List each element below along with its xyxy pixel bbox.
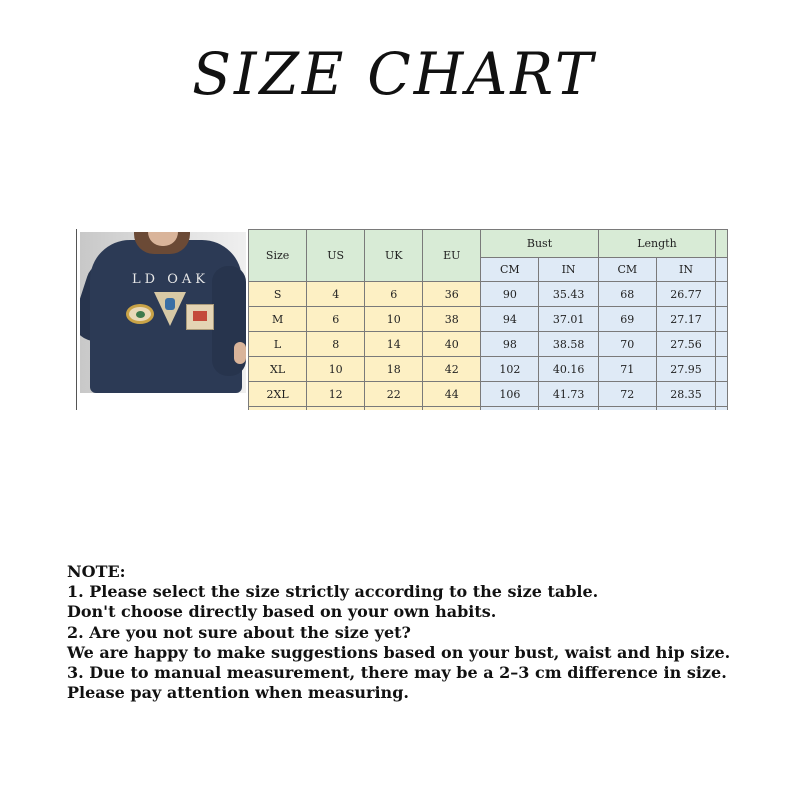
header-eu: EU [423,230,481,282]
cell-us: 6 [307,307,365,332]
cell-bust-cm: 98 [481,332,539,357]
cell-us: 12 [307,382,365,407]
size-chart [76,229,728,410]
note-line: We are happy to make suggestions based on your bust, waist and hip size. [67,642,731,662]
header-extra [716,230,728,258]
cell-uk: 18 [365,357,423,382]
notes-heading: NOTE: [67,562,126,581]
cell-eu: 44 [423,382,481,407]
cell-eu: 38 [423,307,481,332]
cell-bust-cm: 90 [481,282,539,307]
note-line: 1. Please select the size strictly according to the size table. [67,582,599,602]
header-us: US [307,230,365,282]
notes-block [67,562,787,703]
table-row [249,282,728,307]
sweater-patch [154,292,186,326]
header-extra-sub [716,258,728,282]
cell-length-in: 27.17 [656,307,715,332]
page-title: SIZE CHART [192,40,596,108]
cell-bust-in: 38.58 [539,332,598,357]
header-length: Length [598,230,715,258]
table-row [249,382,728,407]
header-length-in: IN [656,258,715,282]
product-photo [80,232,246,393]
cell-size: L [249,332,307,357]
cell-us: 4 [307,282,365,307]
note-line: Please pay attention when measuring. [67,683,409,703]
cell-bust-cm: 102 [481,357,539,382]
note-line: 3. Due to manual measurement, there may be a 2–3 cm difference in size. [67,663,727,683]
cell-bust-cm: 94 [481,307,539,332]
header-bust: Bust [481,230,598,258]
cell-size: S [249,282,307,307]
cell-length-in: 27.95 [656,357,715,382]
cell-bust-in: 37.01 [539,307,598,332]
header-bust-cm: CM [481,258,539,282]
cell-length-in: 26.77 [656,282,715,307]
sweater-patch [126,304,154,324]
table-row [249,332,728,357]
cell-eu: 42 [423,357,481,382]
cell-us: 10 [307,357,365,382]
cell-size: M [249,307,307,332]
note-line: Don't choose directly based on your own habits. [67,602,497,622]
cell-uk: 6 [365,282,423,307]
cell-length-in: 28.35 [656,382,715,407]
cell-size: 2XL [249,382,307,407]
cell-length-cm: 72 [598,382,656,407]
cell-length-cm: 69 [598,307,656,332]
header-length-cm: CM [598,258,656,282]
sweater-patch [186,304,214,330]
cell-uk: 10 [365,307,423,332]
header-size: Size [249,230,307,282]
header-uk: UK [365,230,423,282]
cell-length-cm: 68 [598,282,656,307]
cell-us: 8 [307,332,365,357]
sweater-lettering: LD OAK [132,272,209,287]
cell-eu: 40 [423,332,481,357]
cell-uk: 14 [365,332,423,357]
cell-bust-in: 40.16 [539,357,598,382]
cell-bust-cm: 106 [481,382,539,407]
table-row [249,307,728,332]
note-line: 2. Are you not sure about the size yet? [67,622,411,642]
cell-length-in: 27.56 [656,332,715,357]
cell-length-cm: 71 [598,357,656,382]
cell-uk: 22 [365,382,423,407]
size-table [248,229,728,410]
cell-bust-in: 41.73 [539,382,598,407]
cell-length-cm: 70 [598,332,656,357]
header-bust-in: IN [539,258,598,282]
cell-size: XL [249,357,307,382]
cell-bust-in: 35.43 [539,282,598,307]
cell-eu: 36 [423,282,481,307]
table-row [249,357,728,382]
